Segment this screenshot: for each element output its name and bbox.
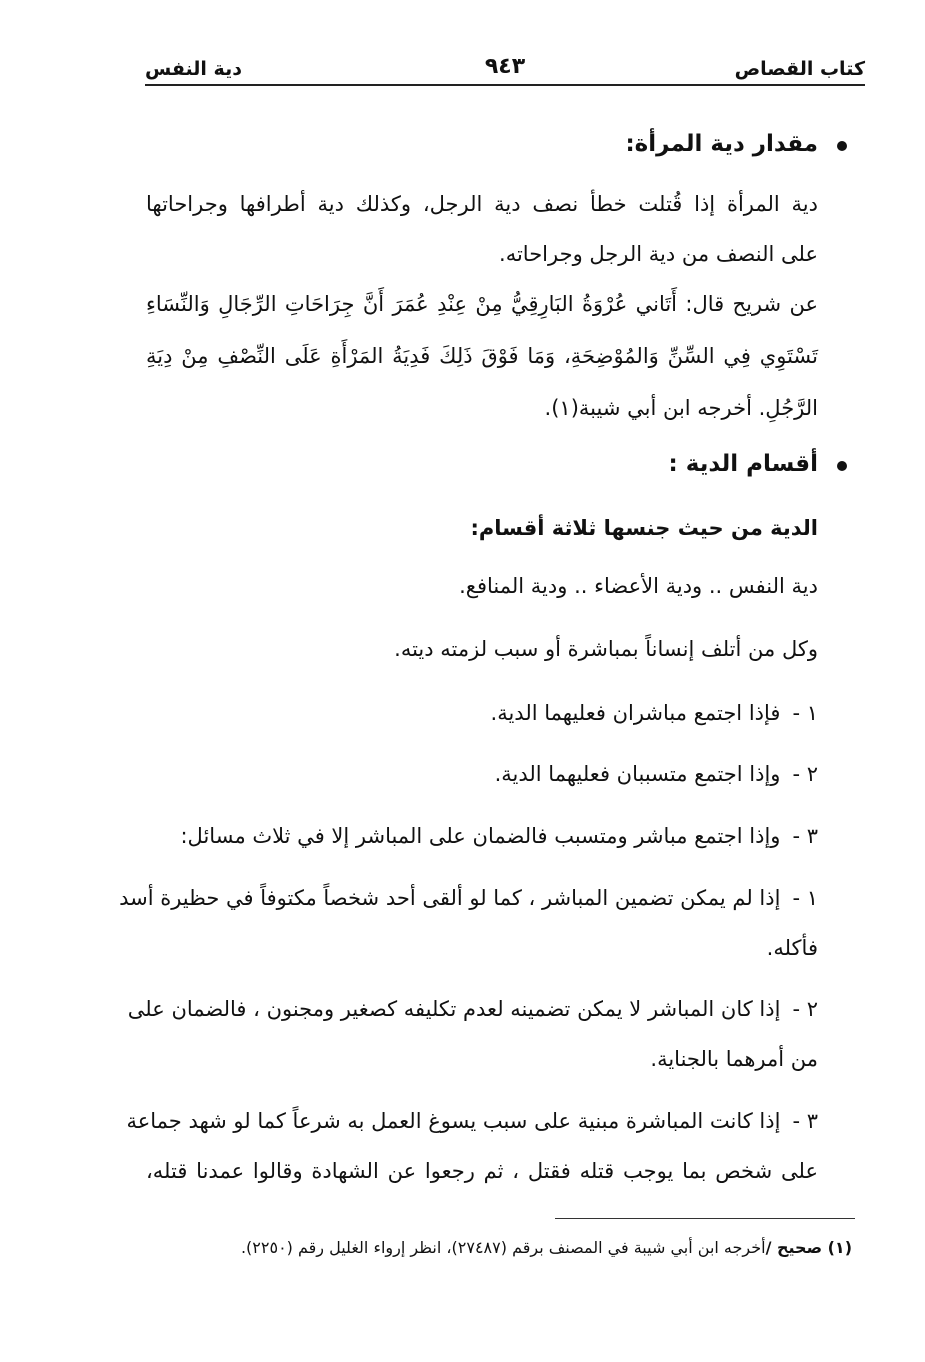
list-text: إذا كان المباشر لا يمكن تضمينه لعدم تكليفه كصغير ومجنون ، فالضمان على xyxy=(127,997,781,1021)
paragraph-line: دية النفس .. ودية الأعضاء .. ودية المنافع. xyxy=(459,574,818,598)
list-text: فإذا اجتمع مباشران فعليهما الدية. xyxy=(490,701,781,725)
exception-item xyxy=(126,1107,818,1135)
page-number: ٩٤٣ xyxy=(484,54,526,79)
page-header xyxy=(145,54,865,86)
list-number: ٣ - xyxy=(792,1109,818,1133)
bullet-icon xyxy=(837,461,847,471)
section-heading: مقدار دية المرأة: xyxy=(625,131,818,157)
hadith-line: عن شريح قال: أَتَاني عُرْوَةُ البَارِقِيُّ مِنْ عِنْدِ عُمَرَ أَنَّ جِرَاحَاتِ الرِّجَالِ وَالنِّسَاءِ xyxy=(146,292,818,316)
list-item xyxy=(146,822,818,850)
chapter-title: دية النفس xyxy=(145,58,242,80)
hadith-line: تَسْتَوِي فِي السِّنِّ وَالمُوْضِحَةِ، وَمَا فَوْقَ ذَلِكَ فَدِيَةُ المَرْأَةِ عَلَى النِّصْفِ مِنْ دِيَةِ xyxy=(146,344,818,368)
list-text: وإذا اجتمع متسببان فعليهما الدية. xyxy=(494,762,781,786)
hadith-line: الرَّجُلِ. أخرجه ابن أبي شيبة(١). xyxy=(544,396,818,420)
paragraph-line: على النصف من دية الرجل وجراحاته. xyxy=(499,242,818,266)
list-item xyxy=(146,699,818,727)
exception-continuation: على شخص بما يوجب قتله فقتل ، ثم رجعوا عن الشهادة وقالوا عمدنا قتله، xyxy=(146,1159,818,1183)
footnote-label: (١) صحيح / xyxy=(765,1238,852,1257)
list-number: ٣ - xyxy=(792,824,818,848)
list-number: ١ - xyxy=(792,701,818,725)
list-item xyxy=(146,760,818,788)
list-number: ١ - xyxy=(792,886,818,910)
list-text: وإذا اجتمع مباشر ومتسبب فالضمان على المباشر إلا في ثلاث مسائل: xyxy=(180,824,781,848)
book-title: كتاب القصاص xyxy=(734,58,865,80)
list-text: إذا لم يمكن تضمين المباشر ، كما لو ألقى أحد شخصاً مكتوفاً في حظيرة أسد xyxy=(119,886,781,910)
paragraph-line: دية المرأة إذا قُتلت خطأ نصف دية الرجل، وكذلك دية أطرافها وجراحاتها xyxy=(146,192,818,216)
subheading: الدية من حيث جنسها ثلاثة أقسام: xyxy=(470,516,818,540)
list-number: ٢ - xyxy=(792,997,818,1021)
exception-continuation: من أمرهما بالجناية. xyxy=(650,1047,818,1071)
footnote-divider xyxy=(555,1218,855,1219)
list-number: ٢ - xyxy=(792,762,818,786)
paragraph-line: وكل من أتلف إنساناً بمباشرة أو سبب لزمته ديته. xyxy=(394,637,818,661)
exception-continuation: فأكله. xyxy=(766,936,818,960)
exception-item xyxy=(127,995,818,1023)
section-heading: أقسام الدية : xyxy=(668,451,818,477)
exception-item xyxy=(119,884,818,912)
bullet-icon xyxy=(837,141,847,151)
footnote xyxy=(132,1236,852,1260)
list-text: إذا كانت المباشرة مبنية على سبب يسوغ العمل به شرعاً كما لو شهد جماعة xyxy=(126,1109,781,1133)
footnote-text: أخرجه ابن أبي شيبة في المصنف برقم (٢٧٤٨٧)، انظر إرواء الغليل رقم (٢٢٥٠). xyxy=(240,1238,766,1257)
